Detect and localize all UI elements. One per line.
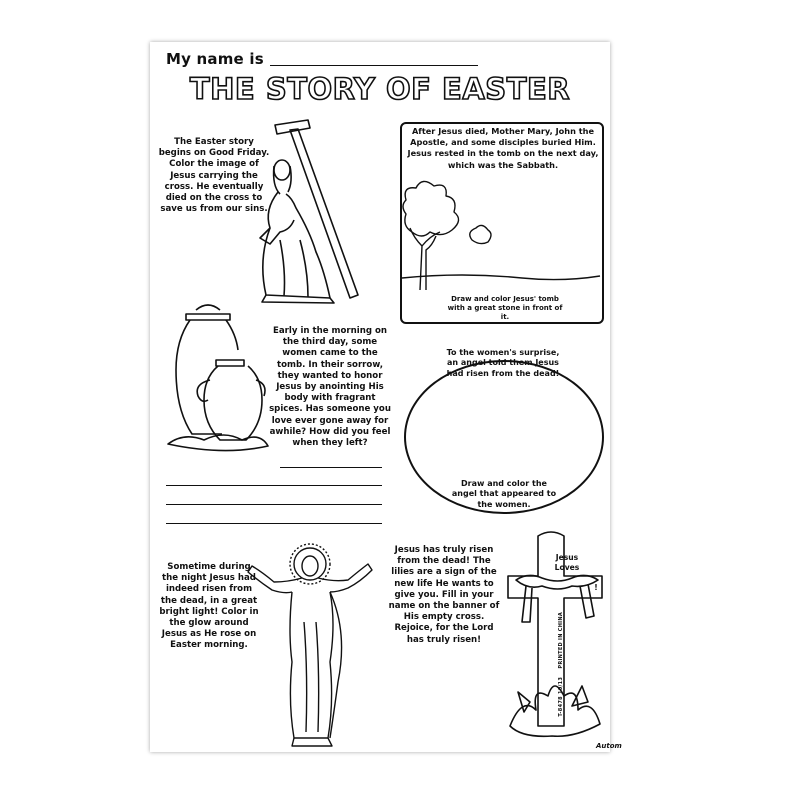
name-label: My name is [166, 50, 264, 68]
cross-banner-exclamation: ! [594, 583, 598, 592]
women-at-tomb-text: Early in the morning on the third day, some women came to the tomb. In their sorrow, they wanted to honor Jesus by anointing His body with fragrant spices. Has someone you love ever gone away for awhile? How did you feel when they left? [269, 326, 391, 449]
risen-jesus-illustration [248, 542, 373, 747]
cross-banner-line2[interactable]: Loves [554, 563, 580, 572]
answer-line-1[interactable] [280, 467, 382, 468]
tree-illustration [402, 180, 600, 290]
tomb-prompt-text: Draw and color Jesus' tomb with a great stone in front of it. [447, 295, 563, 321]
print-origin: PRINTED IN CHINA [558, 612, 564, 669]
cross-banner-line1[interactable]: Jesus [555, 553, 579, 562]
risen-text: Sometime during the night Jesus had indeed risen from the dead, in a great bright light! Color in the glow around Jesus as He rose on Easter morning. [159, 562, 259, 651]
angel-surprise-text: To the women's surprise, an angel told them Jesus had risen from the dead! [446, 348, 560, 378]
spice-jars-illustration [164, 300, 269, 460]
activity-sheet [150, 42, 622, 752]
good-friday-text: The Easter story begins on Good Friday. Color the image of Jesus carrying the cross. He eventually died on the cross to save us from our sins. [158, 137, 270, 215]
answer-line-3[interactable] [166, 504, 382, 505]
answer-line-4[interactable] [166, 523, 382, 524]
lilies-text: Jesus has truly risen from the dead! The lilies are a sign of the new life He wants to give you. Fill in your name on the banner of His empty cross. Rejoice, for the Lord has truly risen! [388, 545, 500, 645]
brand-logo-text: Autom [596, 742, 622, 750]
angel-prompt-text: Draw and color the angel that appeared to the women. [451, 479, 557, 509]
burial-text: After Jesus died, Mother Mary, John the Apostle, and some disciples buried Him. Jesus rested in the tomb on the next day, which was the Sabbath. [407, 126, 599, 170]
side-print-code [558, 612, 564, 717]
jesus-carrying-cross-illustration [250, 120, 365, 305]
name-write-line[interactable] [270, 65, 478, 66]
page-title: THE STORY OF EASTER [189, 72, 571, 106]
answer-line-2[interactable] [166, 485, 382, 486]
product-code: T-8478 10/13 [558, 676, 564, 717]
